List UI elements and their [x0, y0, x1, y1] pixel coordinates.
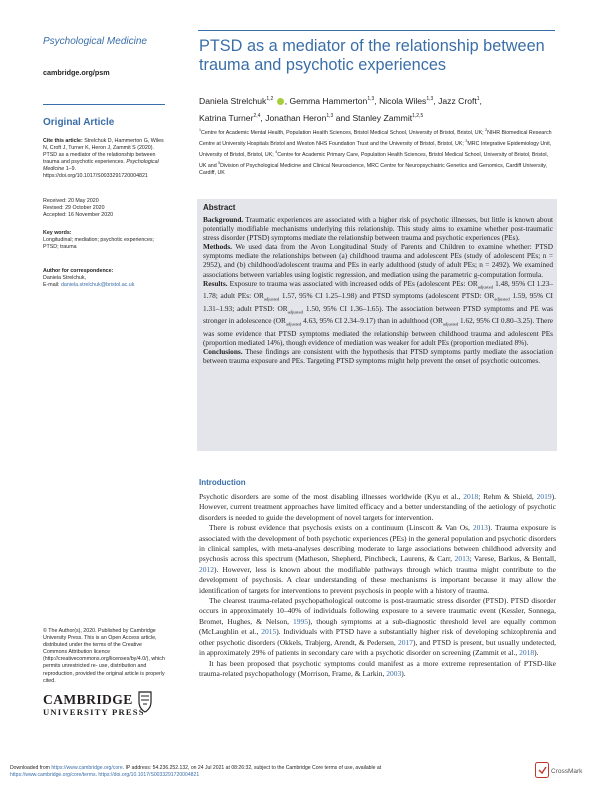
citation-block [43, 138, 165, 181]
date-received: Received: 20 May 2020 [43, 198, 99, 204]
intro-text: It has been proposed that psychotic symptoms could manifest as a more extreme representation of PTSD-like trauma-related psychopathology (Morrison, Frame, & Larkin, [199, 658, 556, 678]
author-affil-sup: 1 [476, 96, 480, 102]
left-divider [43, 104, 165, 105]
footer-text: . IP address: 54.236.252.132, on 24 Jul 2021 at 08:26:32, subject to the Cambridge Core terms of use, available at [122, 765, 382, 771]
affiliation: NIHR Biomedical Research Centre at University Hospitals Bristol and Weston NHS Foundation Trust and the University of Bristol, Bristol, UK; [199, 129, 552, 147]
results-label: Results. [203, 278, 228, 288]
keywords-label: Key words: [43, 230, 72, 236]
background-label: Background. [203, 215, 244, 224]
affiliation: Division of Psychological Medicine and Clinical Neuroscience, MRC Centre for Neuropsychiatric Genetics and Genomics, Cardiff University, Cardiff, UK [199, 162, 548, 177]
citation-link[interactable]: 2019 [536, 492, 552, 501]
subscript-adjusted: adjusted [285, 321, 302, 327]
abstract-conclusions [203, 347, 553, 365]
article-dates [43, 198, 165, 219]
affil-sup: 2 [485, 128, 488, 132]
intro-text: ), and PTSD is present, but usually undetected, in approximately 29% of patients in secondary care with a psychotic disorder on screening (Zammit et al., [199, 637, 556, 658]
logo-line-1: CAMBRIDGE [43, 692, 133, 707]
email-label: E-mail: [43, 282, 60, 289]
citation-link[interactable]: 2013 [472, 523, 488, 533]
crossmark-icon[interactable] [535, 762, 585, 778]
orcid-icon[interactable] [277, 98, 284, 105]
affil-sup: 4 [275, 149, 278, 154]
author-name[interactable]: Gemma Hammerton [289, 95, 368, 106]
introduction-heading: Introduction [199, 478, 246, 487]
footer-doi-link[interactable]: https://doi.org/10.1017/S0033291720004821 [98, 772, 200, 778]
title-divider [198, 30, 555, 31]
author-affil-sup: 1,3 [426, 96, 434, 102]
results-text: 1.50, 95% CI 1.36–1.65). The association between PTSD symptoms and PE was stronger in adolescence (OR [203, 303, 553, 326]
intro-text: ). However, less is known about the modifiable pathways through which trauma might contribute to the development of psychosis. A clear understanding of these mechanisms is important because it may allow the identification of targets for interventions to prevent psychosis in people with a history of trauma. [199, 564, 556, 595]
correspondence-label: Author for correspondence: [43, 268, 114, 274]
intro-text: The clearest trauma-related psychopathological outcome is post-traumatic stress disorder (PTSD). PTSD disorder occurs in approximately 10–40% of individuals following exposure to a severe traumatic event (Kessler, Sonnega, Bromet, Hughes, & Nelson, [199, 596, 556, 626]
affiliation: MRC Integrative Epidemiology Unit, University of Bristol, Bristol, UK; [199, 140, 552, 158]
intro-paragraph [199, 659, 556, 680]
intro-text: Psychotic disorders are some of the most disabling illnesses worldwide (Kyu et al., [199, 492, 461, 501]
subscript-adjusted: adjusted [263, 296, 280, 302]
correspondence-email-link[interactable]: daniela.strelchuk@bristol.ac.uk [60, 282, 135, 289]
intro-text: ). Trauma exposure is associated with the development of both psychotic experiences (PEs) in the general population and psychotic disorders in clinical samples, with meta-analyses describing moderate to large associations between childhood adversity and psychosis across this spectrum (Matheson, Shepherd, Pinchbeck, Laurens, & Carr, [199, 523, 556, 564]
subscript-adjusted: adjusted [494, 296, 510, 302]
author-list: Daniela Strelchuk$^{1,2}$ , Gemma Hammerton$^{1,3}$, Nicola Wiles$^{1,3}$, Jazz Croft$^1$, Katrina Turner$^{2,4}$, Jonathan Heron$^{1,3}$ and Stanley Zammit$^{1,2,5}$ [199, 95, 482, 123]
abstract-body [203, 215, 553, 365]
citation-link[interactable]: 2015 [261, 627, 277, 637]
author-affil-sup: 1,3 [326, 112, 334, 119]
author-name[interactable]: Stanley Zammit [352, 112, 413, 123]
correspondence-block [43, 268, 165, 289]
citation-link[interactable]: 2012 [199, 564, 214, 574]
conclusions-label: Conclusions. [203, 347, 243, 357]
affiliation: Centre for Academic Primary Care, Population Health Sciences, Bristol Medical School, University of Bristol, Bristol, UK and [199, 151, 549, 169]
results-text: 4.63, 95% CI 2.34–9.17) than in adulthood (OR [301, 316, 443, 326]
cite-label: Cite this article: [43, 138, 83, 144]
subscript-adjusted: adjusted [287, 309, 303, 315]
cite-journal: Psychological Medicine [43, 159, 159, 173]
date-revised: Revised: 29 October 2020 [43, 205, 105, 212]
author-affil-sup: 1,2,5 [412, 112, 424, 119]
results-text: 1.57, 95% CI 1.25–1.98) and PTSD symptoms (adolescent PTSD: OR [279, 291, 495, 301]
citation-link[interactable]: 2017 [398, 637, 413, 647]
abstract-results [203, 279, 553, 347]
author-name[interactable]: Nicola Wiles [379, 95, 427, 106]
intro-text: ), though symptoms at a sub-diagnostic threshold level are equally common (McLaughlin et al., [199, 616, 557, 637]
download-footer [10, 765, 530, 779]
footer-text: . [95, 772, 97, 778]
intro-text: ; Varese, Barkus, & Bentall, [469, 554, 556, 564]
author-name[interactable]: Katrina Turner [199, 112, 254, 123]
crossmark-label: CrossMark [551, 768, 583, 775]
intro-text: There is robust evidence that psychosis exists on a continuum (Linscott & Van Os, [209, 523, 470, 533]
subscript-adjusted: adjusted [477, 284, 494, 290]
intro-text: ). [534, 648, 539, 658]
intro-paragraph [199, 523, 556, 596]
citation-link[interactable]: 2013 [454, 554, 470, 564]
cambridge-shield-icon [127, 690, 163, 716]
results-text: 1.59, 95% CI 1.31–1.93; adult PTSD: OR [203, 291, 553, 313]
journal-site-link[interactable]: cambridge.org/psm [43, 68, 110, 77]
results-text: 1.62, 95% CI 0.80–3.25). There was some evidence that PTSD symptoms mediated the relationship between childhood trauma and adolescent PEs (proportion mediated 14%), though evidence of mediation was weaker for adult PEs (proportion mediated 8%). [203, 316, 553, 347]
author-affil-sup: 1,2 [266, 96, 274, 102]
results-text: 1.48, 95% CI 1.23–1.78; adult PEs: OR [203, 278, 554, 301]
intro-text: ). Individuals with PTSD have a substantially higher risk of developing schizophrenia and other psychotic disorders (Okkels, Trabjerg, Arendt, & Pedersen, [199, 627, 557, 647]
author-name[interactable]: Jazz Croft [438, 95, 477, 106]
author-affil-sup: 2,4 [253, 112, 261, 119]
conclusions-text: These findings are consistent with the hypothesis that PTSD symptoms partly mediate the association between trauma exposure and PEs. Targeting PTSD symptoms might help prevent the onset of psychotic outcomes. [203, 347, 553, 366]
citation-link[interactable]: 2018 [519, 648, 535, 658]
intro-text: ). However, current treatment approaches have limited efficacy and a better understanding of the aetiology of psychotic disorders is needed to guide the development of novel targets for intervention. [199, 492, 557, 522]
intro-text: ). [401, 668, 406, 678]
author-affil-sup: 1,3 [367, 96, 375, 102]
cite-pages: 1–9. [65, 166, 76, 173]
keywords-block [43, 230, 165, 251]
background-text: Traumatic experiences are associated with a higher risk of psychotic illnesses, but little is known about potentially modifiable mechanisms underlying this relationship. This study aims to examine whether post-traumatic stress disorder (PTSD) symptoms mediate the relationship between trauma and psychotic experiences (PEs). [203, 215, 553, 243]
affiliation: Centre for Academic Mental Health, Population Health Sciences, Bristol Medical School, University of Bristol, Bristol, UK; [201, 129, 484, 136]
affiliations [199, 126, 556, 178]
methods-text: We used data from the Avon Longitudinal Study of Parents and Children to examine whether: PTSD symptoms mediate the relationships between (a) childhood trauma and adolescent PEs (study of adolescent PEs; n = 2952), and (b) childhood/adolescent trauma and PEs in early adulthood (study of adult PEs; n = 2492). We examined associations between variables using logistic regression, and mediation using the parametric g-computation formula. [203, 242, 553, 279]
footer-core-link[interactable]: https://www.cambridge.org/core [51, 765, 123, 771]
abstract-methods [203, 242, 553, 278]
methods-label: Methods. [203, 242, 232, 252]
abstract-background [203, 215, 553, 242]
intro-paragraph [199, 596, 556, 658]
affil-sup: 3 [465, 138, 468, 143]
author-name[interactable]: Jonathan Heron [265, 112, 327, 123]
footer-text: Downloaded from [10, 765, 50, 771]
cite-doi[interactable]: https://doi.org/10.1017/S0033291720004821 [43, 173, 148, 180]
affil-sup: 5 [218, 160, 221, 165]
intro-paragraph [199, 492, 556, 523]
logo-line-2: UNIVERSITY PRESS [43, 707, 145, 717]
author-name[interactable]: Daniela Strelchuk [199, 95, 267, 106]
keywords-text: Longitudinal; mediation; psychotic experiences; PTSD; trauma [43, 237, 155, 251]
subscript-adjusted: adjusted [442, 321, 459, 327]
results-text: Exposure to trauma was associated with increased odds of PEs (adolescent PEs: OR [229, 278, 478, 288]
article-title: PTSD as a mediator of the relationship between trauma and psychotic experiences [199, 37, 545, 74]
correspondence-name: Daniela Strelchuk, [43, 275, 86, 282]
date-accepted: Accepted: 16 November 2020 [43, 212, 114, 219]
citation-link[interactable]: 2003 [386, 668, 402, 678]
introduction-body [199, 492, 556, 679]
journal-name: Psychological Medicine [43, 36, 147, 47]
affil-sup: 1 [199, 128, 201, 132]
cite-text: Strelchuk D, Hammerton G, Wiles N, Croft J, Turner K, Heron J, Zammit S (2020). PTSD as a mediator of the relationship between trauma and psychotic experiences. [43, 138, 164, 166]
citation-link[interactable]: 1995 [292, 616, 308, 626]
abstract-heading: Abstract [203, 203, 236, 212]
footer-terms-link[interactable]: https://www.cambridge.org/core/terms [10, 772, 96, 778]
article-type: Original Article [43, 117, 115, 128]
citation-link[interactable]: 2018 [463, 492, 479, 501]
license-text: © The Author(s), 2020. Published by Cambridge University Press. This is an Open Access article, distributed under the terms of the Creative Commons Attribution licence (http://creativecommons.org/licenses/by/4.0/), which permits unrestricted re- use, distribution and reproduction, provided the original article is properly cited. [43, 628, 165, 684]
intro-text: ; Rehm & Shield, [478, 492, 534, 501]
